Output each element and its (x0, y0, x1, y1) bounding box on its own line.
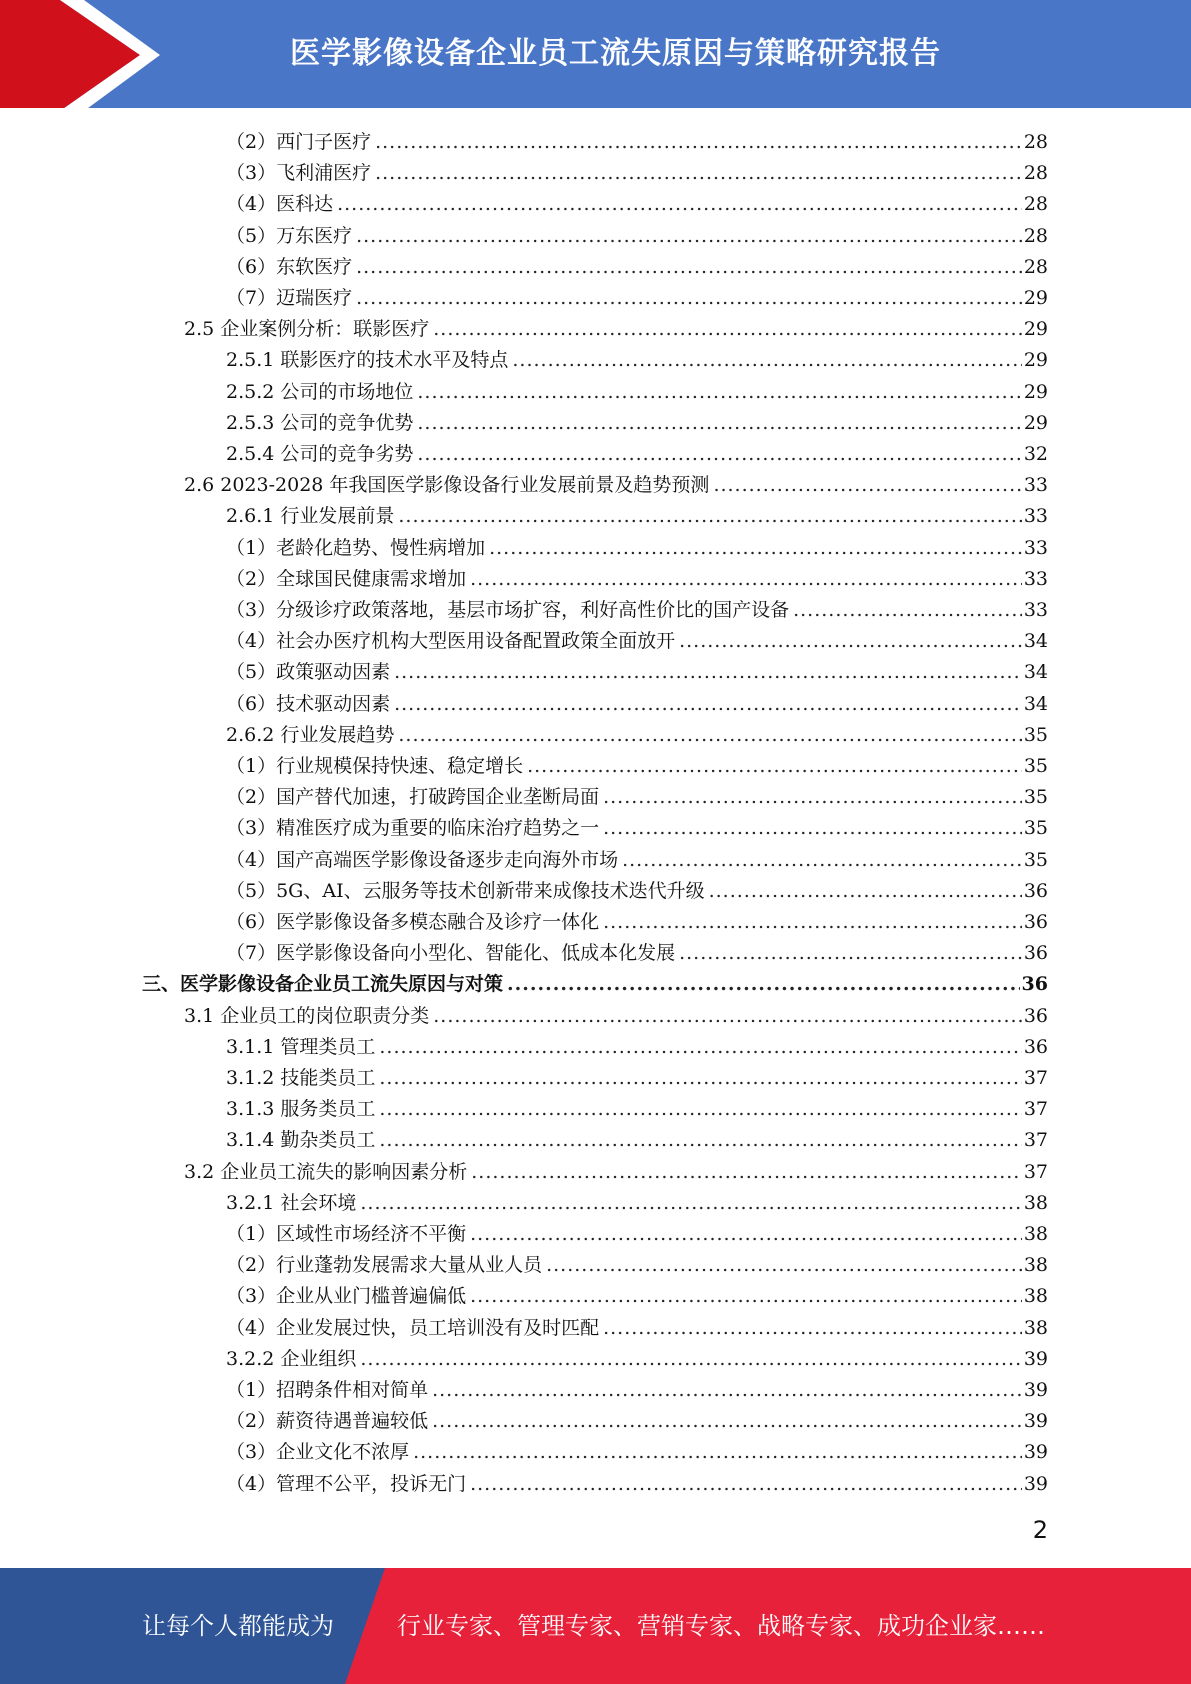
toc-dot-leader (679, 938, 1022, 969)
toc-entry-page: 36 (1023, 911, 1048, 933)
toc-entry-label: 2.5.2 公司的市场地位 (226, 380, 414, 403)
toc-entry[interactable] (226, 1094, 1048, 1125)
toc-entry-page: 35 (1023, 723, 1048, 746)
toc-entry-page: 36 (1023, 942, 1048, 965)
toc-entry[interactable] (142, 969, 1048, 1000)
toc-dot-leader (375, 158, 1022, 189)
toc-entry[interactable] (226, 813, 1048, 844)
toc-entry[interactable] (226, 1063, 1048, 1094)
toc-entry-label: （2）行业蓬勃发展需求大量从业人员 (226, 1254, 543, 1277)
toc-entry-label: （4）管理不公平，投诉无门 (226, 1472, 467, 1495)
toc-entry[interactable] (226, 127, 1048, 158)
toc-dot-leader (527, 751, 1022, 782)
toc-entry-page: 28 (1023, 162, 1048, 185)
toc-entry[interactable] (226, 751, 1048, 782)
toc-entry-label: （1）招聘条件相对简单 (226, 1379, 429, 1401)
toc-entry-label: 2.5.1 联影医疗的技术水平及特点 (226, 349, 509, 372)
toc-entry-page: 29 (1023, 411, 1048, 434)
toc-entry[interactable] (226, 595, 1048, 626)
toc-entry[interactable] (226, 1281, 1048, 1312)
toc-entry[interactable] (226, 1313, 1048, 1344)
toc-dot-leader (417, 377, 1021, 408)
toc-dot-leader (470, 1281, 1022, 1312)
toc-dot-leader (379, 1063, 1021, 1094)
toc-dot-leader (489, 533, 1022, 564)
toc-entry[interactable] (226, 377, 1048, 408)
toc-entry[interactable] (226, 1469, 1048, 1500)
toc-entry-page: 33 (1023, 474, 1048, 497)
toc-entry-page: 39 (1023, 1472, 1048, 1495)
toc-entry-page: 28 (1023, 193, 1048, 216)
toc-dot-leader (417, 408, 1021, 439)
toc-dot-leader (709, 876, 1022, 907)
toc-entry-label: （1）行业规模保持快速、稳定增长 (226, 755, 524, 777)
toc-entry-label: 2.6.2 行业发展趋势 (226, 723, 395, 746)
toc-entry-label: （3）企业文化不浓厚 (226, 1441, 410, 1464)
toc-entry-page: 29 (1023, 349, 1048, 372)
toc-dot-leader (713, 470, 1021, 501)
toc-entry[interactable] (226, 533, 1048, 564)
toc-entry-page: 33 (1023, 536, 1048, 559)
toc-entry-label: 3.2.1 社会环境 (226, 1191, 357, 1214)
toc-entry-label: （2）全球国民健康需求增加 (226, 567, 467, 590)
toc-entry-page: 33 (1023, 599, 1048, 621)
toc-dot-leader (375, 127, 1022, 158)
toc-entry-page: 37 (1023, 1160, 1048, 1183)
toc-entry[interactable] (226, 845, 1048, 876)
toc-dot-leader (470, 564, 1022, 595)
toc-entry-page: 37 (1023, 1067, 1048, 1089)
toc-entry-page: 33 (1023, 505, 1048, 528)
toc-entry-label: 2.5 企业案例分析：联影医疗 (184, 318, 430, 341)
toc-entry-label: （3）企业从业门槛普遍偏低 (226, 1285, 467, 1308)
toc-dot-leader (470, 1469, 1022, 1500)
toc-entry[interactable] (226, 782, 1048, 813)
toc-entry-page: 37 (1023, 1129, 1048, 1152)
toc-entry[interactable] (226, 626, 1048, 657)
toc-entry-page: 29 (1023, 287, 1048, 309)
toc-dot-leader (622, 845, 1022, 876)
page-header (0, 0, 1191, 111)
toc-entry[interactable] (226, 1188, 1048, 1219)
toc-entry-label: （6）技术驱动因素 (226, 692, 391, 715)
toc-entry-page: 36 (1023, 1035, 1048, 1058)
toc-dot-leader (433, 314, 1022, 345)
toc-dot-leader (337, 189, 1022, 220)
toc-dot-leader (603, 1313, 1022, 1344)
toc-entry[interactable] (226, 439, 1048, 470)
toc-dot-leader (356, 283, 1022, 314)
toc-entry-label: 3.2.2 企业组织 (226, 1347, 357, 1370)
toc-entry[interactable] (226, 876, 1048, 907)
toc-entry[interactable] (226, 720, 1048, 751)
toc-entry-page: 38 (1023, 1223, 1048, 1245)
page-number: 2 (1032, 1516, 1048, 1544)
page-footer (0, 1568, 1191, 1684)
toc-dot-leader (603, 782, 1022, 813)
toc-entry[interactable] (226, 1032, 1048, 1063)
toc-entry-label: （5）5G、AI、云服务等技术创新带来成像技术迭代升级 (226, 879, 705, 902)
toc-entry[interactable] (226, 938, 1048, 969)
toc-entry-label: （3）分级诊疗政策落地，基层市场扩容，利好高性价比的国产设备 (226, 599, 790, 621)
toc-dot-leader (507, 969, 1020, 1000)
toc-entry-label: 2.6 2023-2028 年我国医学影像设备行业发展前景及趋势预测 (184, 474, 710, 497)
toc-entry-label: （4）社会办医疗机构大型医用设备配置政策全面放开 (226, 630, 676, 653)
toc-entry-label: 3.1.4 勤杂类员工 (226, 1129, 376, 1152)
toc-entry[interactable] (184, 314, 1048, 345)
toc-entry-page: 39 (1023, 1379, 1048, 1401)
toc-entry[interactable] (226, 1125, 1048, 1156)
toc-entry-page: 36 (1023, 879, 1048, 902)
toc-entry-label: （1）老龄化趋势、慢性病增加 (226, 536, 486, 559)
toc-entry-page: 39 (1023, 1347, 1048, 1370)
toc-dot-leader (379, 1032, 1021, 1063)
toc-entry[interactable] (184, 1001, 1048, 1032)
toc-entry-page: 38 (1023, 1191, 1048, 1214)
toc-entry[interactable] (226, 408, 1048, 439)
toc-entry-page: 28 (1023, 224, 1048, 247)
toc-dot-leader (512, 345, 1021, 376)
toc-entry[interactable] (226, 221, 1048, 252)
toc-entry-label: （3）精准医疗成为重要的临床治疗趋势之一 (226, 817, 600, 840)
toc-dot-leader (356, 221, 1022, 252)
toc-dot-leader (360, 1344, 1021, 1375)
footer-slogan-right: 行业专家、管理专家、营销专家、战略专家、成功企业家…… (397, 1612, 1045, 1640)
toc-dot-leader (356, 252, 1022, 283)
toc-entry[interactable] (226, 1344, 1048, 1375)
toc-entry-label: 2.5.4 公司的竞争劣势 (226, 443, 414, 465)
toc-entry-page: 35 (1023, 817, 1048, 840)
toc-entry-label: 3.2 企业员工流失的影响因素分析 (184, 1160, 468, 1183)
toc-entry-label: （6）医学影像设备多模态融合及诊疗一体化 (226, 911, 600, 933)
toc-entry-label: 2.6.1 行业发展前景 (226, 505, 395, 528)
toc-entry-page: 35 (1023, 786, 1048, 809)
toc-entry[interactable] (226, 345, 1048, 376)
toc-entry-page: 36 (1023, 1004, 1048, 1027)
toc-dot-leader (546, 1250, 1022, 1281)
toc-entry-label: （3）飞利浦医疗 (226, 162, 372, 185)
toc-entry-label: （7）医学影像设备向小型化、智能化、低成本化发展 (226, 942, 676, 965)
toc-entry-label: （5）政策驱动因素 (226, 661, 391, 684)
toc-entry-page: 28 (1023, 131, 1048, 153)
toc-entry[interactable] (226, 189, 1048, 220)
toc-entry-page: 33 (1023, 567, 1048, 590)
toc-entry-label: （2）国产替代加速，打破跨国企业垄断局面 (226, 786, 600, 809)
toc-entry[interactable] (226, 501, 1048, 532)
toc-entry-page: 35 (1023, 848, 1048, 871)
toc-dot-leader (379, 1125, 1021, 1156)
toc-entry[interactable] (226, 1250, 1048, 1281)
toc-entry[interactable] (226, 657, 1048, 688)
toc-entry[interactable] (226, 158, 1048, 189)
toc-entry-label: （1）区域性市场经济不平衡 (226, 1223, 467, 1245)
toc-entry[interactable] (226, 907, 1048, 938)
toc-entry-page: 38 (1023, 1254, 1048, 1277)
toc-entry-page: 29 (1023, 380, 1048, 403)
toc-entry-label: （2）西门子医疗 (226, 131, 372, 153)
report-title: 医学影像设备企业员工流失原因与策略研究报告 (290, 36, 941, 71)
toc-entry-page: 34 (1023, 661, 1048, 684)
toc-entry-page: 32 (1023, 443, 1048, 465)
toc-entry[interactable] (226, 1219, 1048, 1250)
toc-entry-page: 39 (1023, 1441, 1048, 1464)
toc-entry[interactable] (184, 1157, 1048, 1188)
toc-dot-leader (398, 720, 1021, 751)
toc-entry-label: （4）医科达 (226, 193, 334, 216)
toc-entry-page: 38 (1023, 1316, 1048, 1339)
toc-entry-label: 3.1 企业员工的岗位职责分类 (184, 1004, 430, 1027)
toc-entry[interactable] (226, 252, 1048, 283)
toc-dot-leader (360, 1188, 1021, 1219)
toc-dot-leader (417, 439, 1021, 470)
toc-dot-leader (413, 1437, 1022, 1468)
toc-entry[interactable] (226, 564, 1048, 595)
toc-entry-page: 39 (1023, 1410, 1048, 1433)
toc-entry-page: 37 (1023, 1098, 1048, 1121)
toc-entry-label: （4）国产高端医学影像设备逐步走向海外市场 (226, 848, 619, 871)
toc-dot-leader (471, 1157, 1022, 1188)
footer-slogan-left: 让每个人都能成为 (142, 1612, 334, 1640)
toc-entry-label: 3.1.3 服务类员工 (226, 1098, 376, 1121)
toc-entry-label: （6）东软医疗 (226, 255, 353, 278)
toc-entry-label: （5）万东医疗 (226, 224, 353, 247)
toc-entry[interactable] (226, 689, 1048, 720)
toc-dot-leader (433, 1001, 1022, 1032)
toc-entry-label: 3.1.1 管理类员工 (226, 1035, 376, 1058)
toc-dot-leader (432, 1375, 1022, 1406)
toc-entry-label: 三、医学影像设备企业员工流失原因与对策 (142, 973, 504, 996)
toc-dot-leader (394, 657, 1022, 688)
toc-entry[interactable] (226, 283, 1048, 314)
toc-entry-page: 34 (1023, 692, 1048, 715)
toc-entry[interactable] (184, 470, 1048, 501)
toc-dot-leader (793, 595, 1022, 626)
toc-dot-leader (379, 1094, 1021, 1125)
toc-entry-label: （7）迈瑞医疗 (226, 287, 353, 309)
toc-entry[interactable] (226, 1375, 1048, 1406)
toc-dot-leader (394, 689, 1022, 720)
toc-dot-leader (679, 626, 1022, 657)
toc-entry-page: 28 (1023, 255, 1048, 278)
toc-dot-leader (603, 907, 1022, 938)
toc-entry-label: （2）薪资待遇普遍较低 (226, 1410, 429, 1433)
toc-entry-page: 36 (1021, 973, 1048, 996)
toc-dot-leader (398, 501, 1021, 532)
toc-entry-page: 29 (1023, 318, 1048, 341)
toc-entry-label: 2.5.3 公司的竞争优势 (226, 411, 414, 434)
toc-entry[interactable] (226, 1406, 1048, 1437)
toc-entry-page: 34 (1023, 630, 1048, 653)
toc-dot-leader (603, 813, 1022, 844)
toc-entry-label: （4）企业发展过快，员工培训没有及时匹配 (226, 1316, 600, 1339)
toc-dot-leader (432, 1406, 1022, 1437)
toc-dot-leader (470, 1219, 1022, 1250)
toc-entry-page: 38 (1023, 1285, 1048, 1308)
toc-entry-label: 3.1.2 技能类员工 (226, 1067, 376, 1089)
toc-entry-page: 35 (1023, 755, 1048, 777)
toc-entry[interactable] (226, 1437, 1048, 1468)
